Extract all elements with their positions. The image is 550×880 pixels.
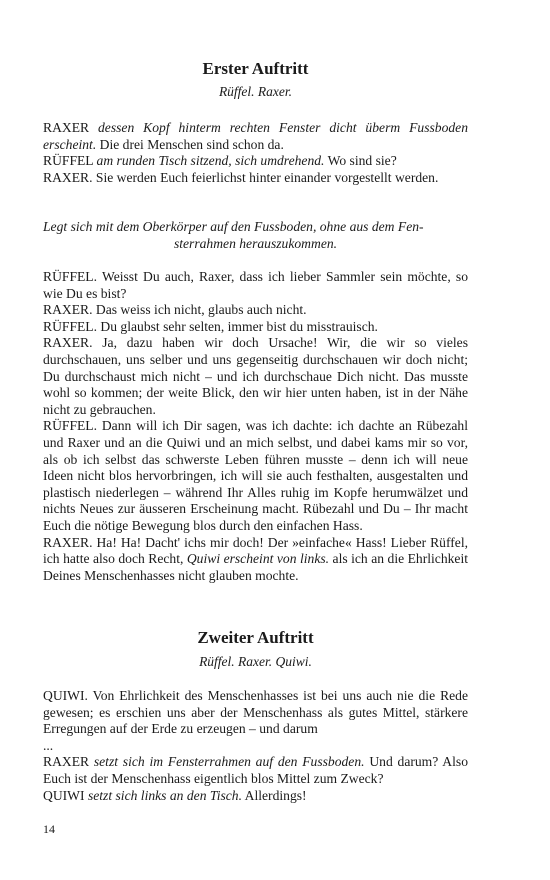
dialogue-text: Dann will ich Dir sagen, was ich dachte: ich dachte an Rübezahl und Raxer und an die Quiwi und an mich selbst, und dabei kams mir so vor, als ob ich selbst das schwerste Leben führen musste – denn ich will neue Ideen nicht blos hervorbringen, ich will sie auch festhalten, ausgestalten und plastisch niederlegen – während Ihr Alles ruhig im Kopfe herumwälzet und nichts Neues zur äusseren Erscheinung macht. Rübezahl und Du – Ihr macht Euch die nötige Bewegung blos durch den einfachen Hass.: [43, 418, 468, 533]
scene-2-dialogue: [43, 688, 468, 804]
speaker: RAXER.: [43, 169, 93, 185]
speaker: RAXER.: [43, 302, 93, 318]
dialogue-text: Ha! Ha! Dacht' ichs mir doch! Der »einfache« Hass! Lieber Rüffel, ich hatte also doch Recht,: [43, 534, 468, 567]
dialogue-line: [43, 418, 468, 534]
speaker: RAXER.: [43, 335, 93, 351]
speaker: RAXER: [43, 120, 90, 135]
scene-1-dialogue: [43, 269, 468, 584]
dialogue-text: Und darum? Also Euch ist der Menschenhass eigentlich blos Mittel zum Zweck?: [43, 754, 468, 786]
page-number: 14: [43, 822, 55, 836]
dialogue-text: Wo sind sie?: [327, 153, 397, 169]
dialogue-line: [43, 754, 468, 787]
dialogue-text: Die drei Menschen sind schon da.: [99, 136, 284, 152]
direction-line-1: Legt sich mit dem Oberkörper auf den Fussboden, ohne aus dem Fen-: [43, 219, 424, 234]
scene-1-opening: [43, 120, 468, 186]
speaker: RAXER.: [43, 534, 93, 550]
stage-direction: dessen Kopf hinterm rechten Fenster dicht überm Fussboden erscheint.: [43, 120, 468, 152]
stage-direction: setzt sich im Fensterrahmen auf den Fussboden.: [93, 754, 365, 770]
dialogue-line: [43, 319, 468, 336]
speaker: RÜFFEL.: [43, 318, 98, 334]
dialogue-line: [43, 335, 468, 418]
dialogue-line: [43, 788, 468, 805]
dialogue-text: Sie werden Euch feierlichst hinter einander vorgestellt werden.: [95, 169, 439, 185]
dialogue-text: als ich an die Ehrlichkeit Deines Menschenhasses nicht glauben mochte.: [43, 551, 468, 583]
speaker: RÜFFEL.: [43, 269, 98, 284]
scene-2-cast: Rüffel. Raxer. Quiwi.: [199, 654, 312, 669]
dialogue-line: [43, 170, 468, 187]
dialogue-text: Von Ehrlichkeit des Menschenhasses ist bei uns auch nie die Rede gewesen; es erschien uns aber der Menschenhass als gutes Mittel, stärkere Erregungen auf der Erde zu erzeugen – und darum: [43, 688, 468, 737]
stage-direction: setzt sich links an den Tisch.: [87, 787, 242, 803]
dialogue-text: Du glaubst sehr selten, immer bist du misstrauisch.: [100, 318, 378, 334]
dialogue-line: [43, 302, 468, 319]
direction-line-2: sterrahmen herauszukommen.: [173, 235, 338, 251]
speaker: RÜFFEL: [43, 153, 94, 169]
dialogue-line: [43, 269, 468, 302]
dialogue-text: Ja, dazu haben wir doch Ursache! Wir, die wir so vieles durchschauen, uns selber und uns gegenseitig durchschauen wir doch nicht; Du durchschaust mich nicht – und ich durchschaue Dich nicht. Das musste wohl so kommen; der weite Blick, den wir hier unten haben, ist in der Nähe nicht zu gebrauchen.: [43, 335, 468, 417]
dialogue-text: Weisst Du auch, Raxer, dass ich lieber Sammler sein möchte, so wie Du es bist?: [43, 269, 468, 301]
stage-direction: am runden Tisch sitzend, sich umdrehend.: [96, 153, 325, 169]
dialogue-line: [43, 688, 468, 738]
speaker: RÜFFEL.: [43, 418, 98, 434]
dialogue-text: Das weiss ich nicht, glaubs auch nicht.: [95, 302, 307, 318]
speaker: RAXER: [43, 754, 90, 770]
dialogue-line: [43, 153, 468, 170]
scene-1-cast: Rüffel. Raxer.: [218, 84, 293, 99]
speaker: QUIWI: [43, 787, 85, 803]
scene-2-title: Zweiter Auftritt: [197, 628, 314, 647]
dialogue-line: [43, 535, 468, 585]
scene-1-title: Erster Auftritt: [202, 59, 309, 78]
dialogue-line: [43, 120, 468, 153]
ellipsis: ...: [43, 737, 54, 753]
stage-direction: Quiwi erscheint von links.: [186, 551, 330, 567]
dialogue-text: Allerdings!: [244, 787, 307, 803]
speaker: QUIWI.: [43, 688, 88, 703]
stage-direction-block: [43, 219, 468, 252]
